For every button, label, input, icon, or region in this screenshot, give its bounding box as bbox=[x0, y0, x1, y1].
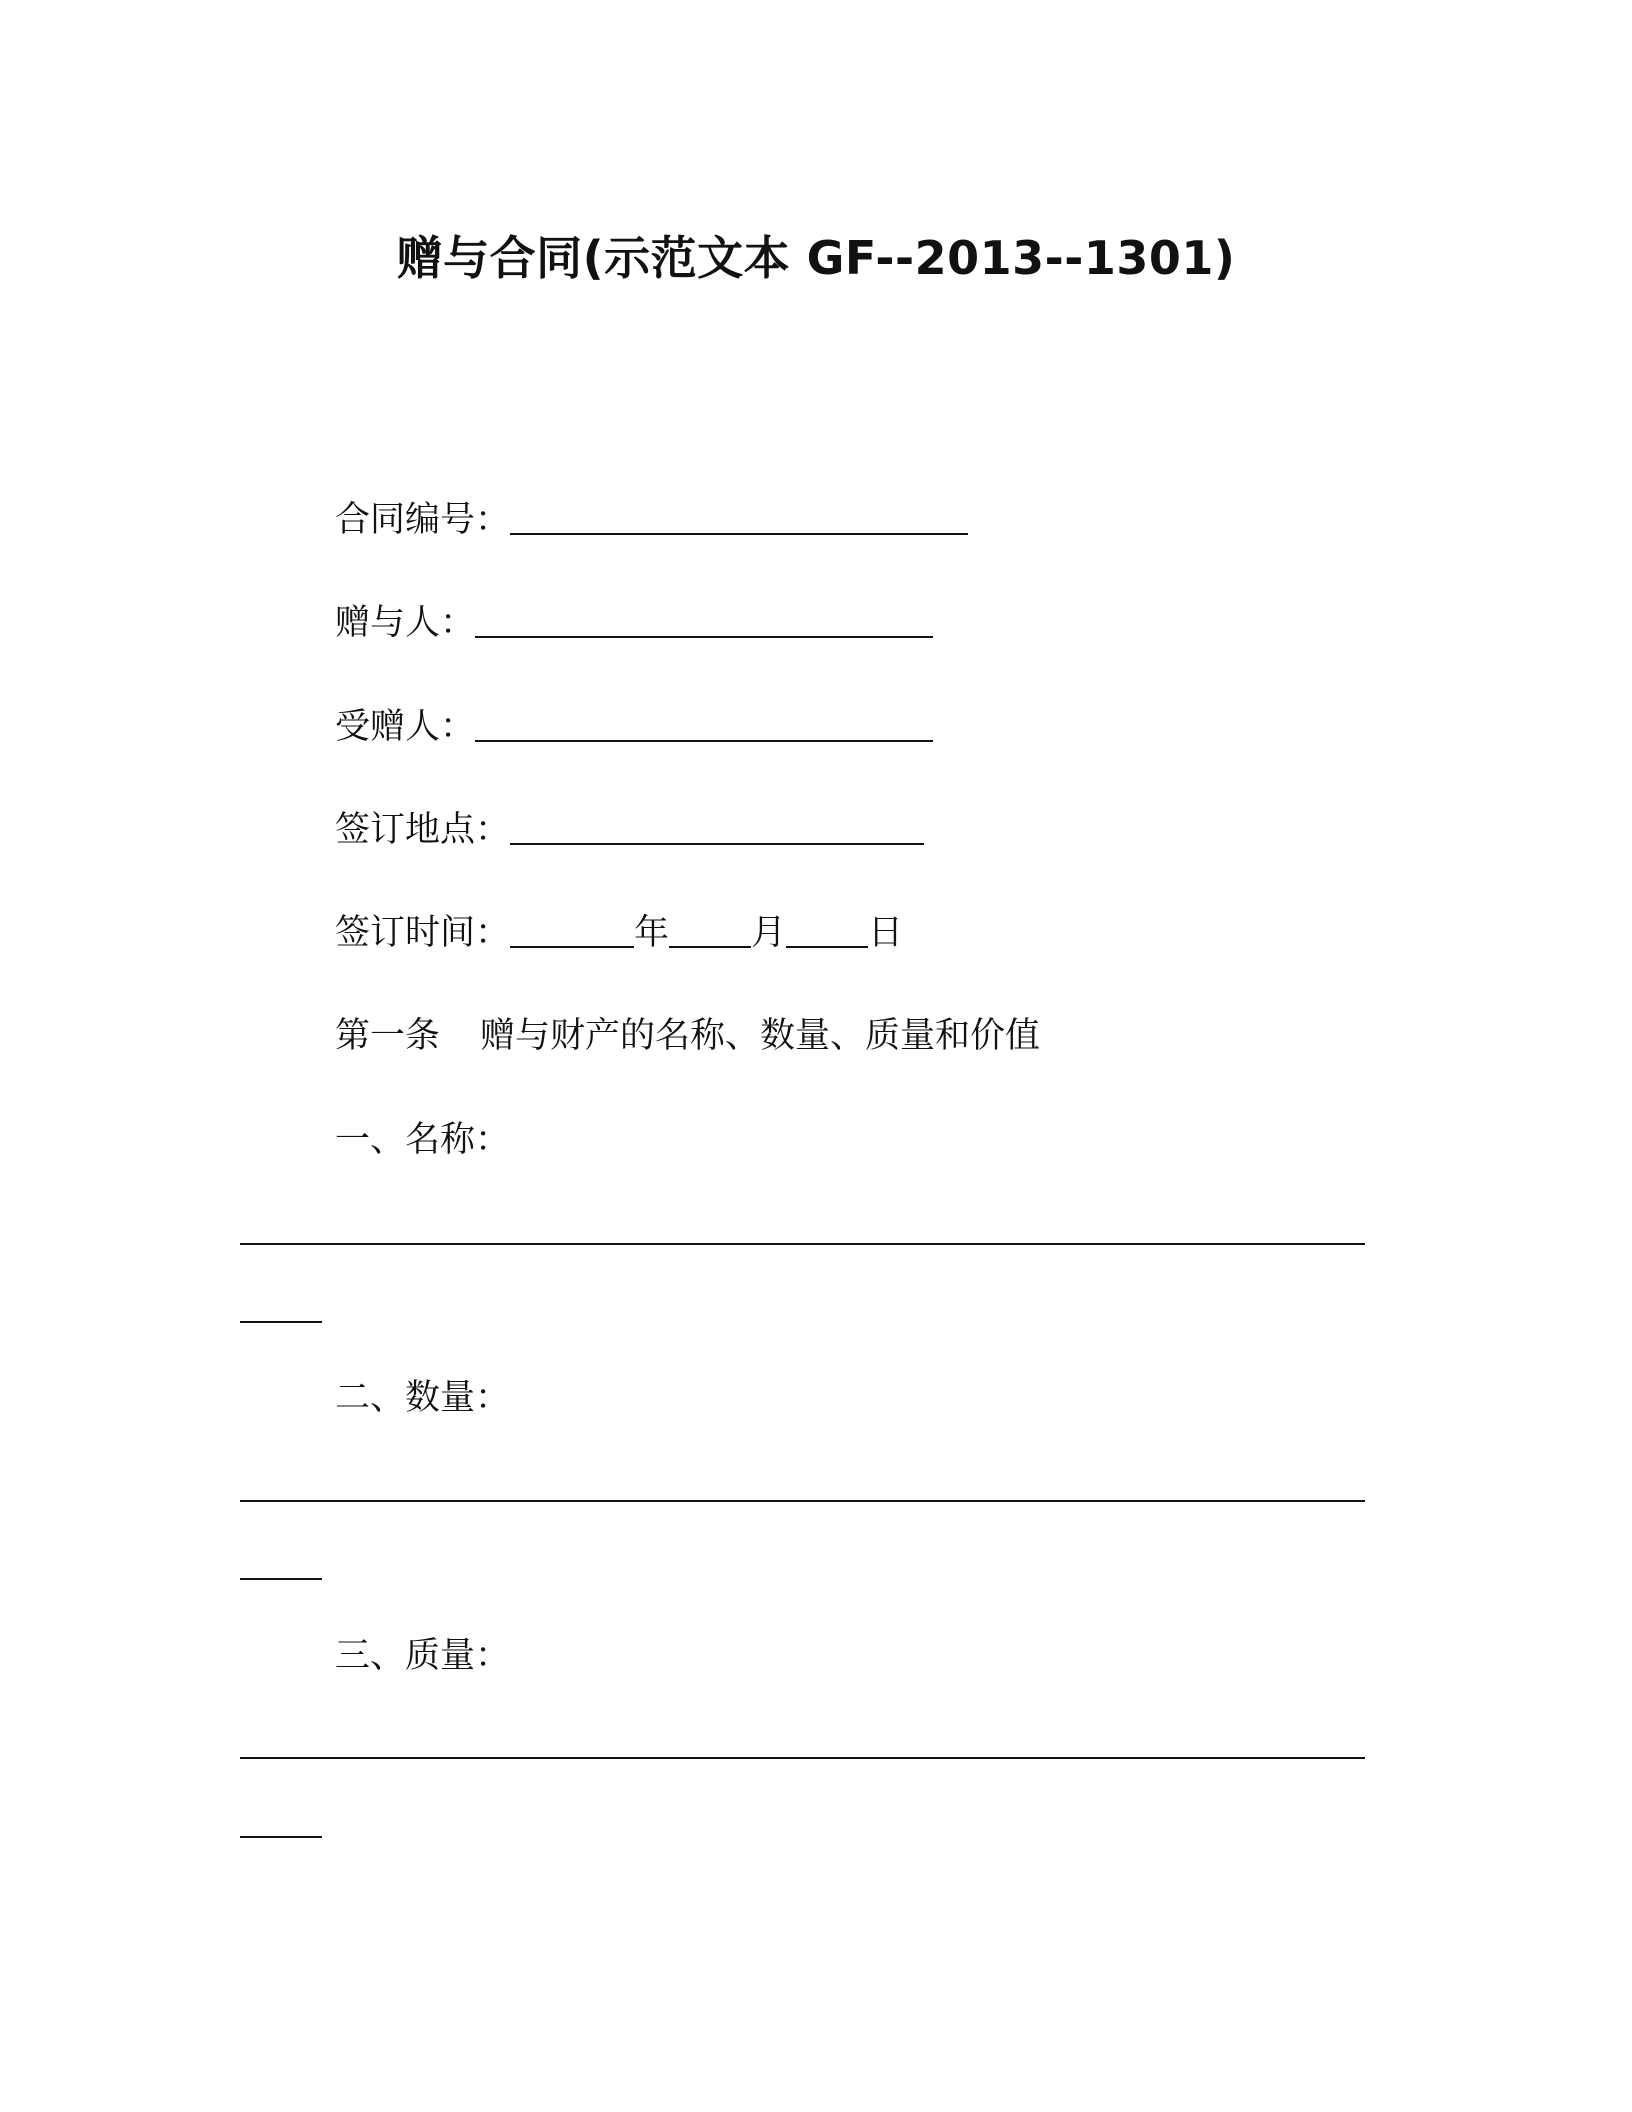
article-title: 赠与财产的名称、数量、质量和价值 bbox=[480, 1016, 1041, 1056]
field-label: 受赠人： bbox=[335, 707, 476, 747]
name-answer-line-continued[interactable] bbox=[240, 1321, 322, 1323]
contract-number-blank[interactable] bbox=[510, 503, 968, 535]
signing-place-blank[interactable] bbox=[510, 813, 924, 845]
year-blank[interactable] bbox=[510, 916, 634, 948]
month-unit: 月 bbox=[751, 913, 787, 953]
field-contract-number bbox=[335, 500, 968, 540]
quality-answer-line-continued[interactable] bbox=[240, 1836, 322, 1838]
field-label: 签订地点： bbox=[335, 810, 511, 850]
year-unit: 年 bbox=[634, 913, 670, 953]
item-quality-label: 三、质量： bbox=[335, 1636, 511, 1676]
item-quantity-label: 二、数量： bbox=[335, 1378, 511, 1418]
field-donee bbox=[335, 707, 933, 747]
name-answer-line[interactable] bbox=[240, 1243, 1365, 1245]
date-label: 签订时间： bbox=[335, 913, 511, 953]
quantity-answer-line[interactable] bbox=[240, 1500, 1365, 1502]
document-title: 赠与合同(示范文本 GF--2013--1301) bbox=[396, 231, 1236, 285]
field-label: 合同编号： bbox=[335, 500, 511, 540]
field-label: 赠与人： bbox=[335, 603, 476, 643]
quality-answer-line[interactable] bbox=[240, 1757, 1365, 1759]
donor-blank[interactable] bbox=[475, 606, 933, 638]
field-signing-date bbox=[335, 913, 903, 953]
field-signing-place bbox=[335, 810, 924, 850]
day-blank[interactable] bbox=[786, 916, 868, 948]
item-name-label: 一、名称： bbox=[335, 1120, 511, 1160]
month-blank[interactable] bbox=[669, 916, 751, 948]
field-donor bbox=[335, 603, 933, 643]
donee-blank[interactable] bbox=[475, 710, 933, 742]
day-unit: 日 bbox=[868, 913, 904, 953]
article-number: 第一条 bbox=[335, 1016, 441, 1056]
quantity-answer-line-continued[interactable] bbox=[240, 1578, 322, 1580]
article-1-heading bbox=[335, 1016, 1040, 1056]
